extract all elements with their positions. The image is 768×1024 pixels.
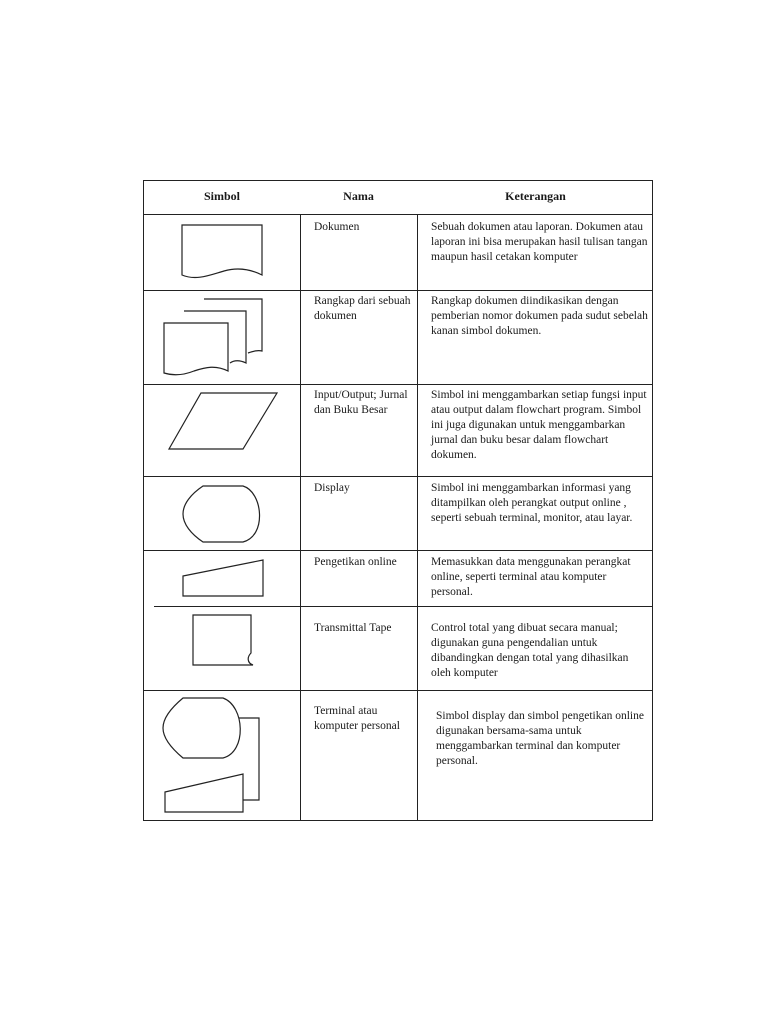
column-divider [300, 214, 301, 820]
header-keterangan: Keterangan [505, 189, 566, 203]
terminal-icon [161, 696, 265, 818]
row-nama: Transmittal Tape [314, 622, 392, 634]
row-keterangan: Simbol ini menggambarkan informasi yang ditampilkan oleh perangkat output online , seperti sebuah terminal, monitor, atau layar. [431, 482, 633, 524]
header-simbol: Simbol [203, 189, 240, 203]
row-divider [144, 690, 652, 691]
column-divider [417, 214, 418, 820]
row-nama: Rangkap dari sebuah dokumen [314, 295, 411, 322]
header-divider [144, 214, 652, 215]
parallelogram-icon [167, 391, 279, 451]
row-divider [144, 476, 652, 477]
row-keterangan: Sebuah dokumen atau laporan. Dokumen atau laporan ini bisa merupakan hasil tulisan tangan maupun hasil cetakan komputer [431, 221, 648, 263]
row-keterangan: Simbol display dan simbol pengetikan online digunakan bersama-sama untuk menggambarkan terminal dan komputer personal. [436, 710, 644, 767]
row-divider [154, 606, 652, 607]
transmittal-tape-icon [191, 613, 255, 667]
flowchart-symbol-table [143, 180, 653, 821]
document-icon [180, 223, 264, 281]
row-keterangan: Rangkap dokumen diindikasikan dengan pemberian nomor dokumen pada sudut sebelah kanan simbol dokumen. [431, 295, 648, 337]
display-icon [181, 484, 267, 544]
header-nama: Nama [343, 189, 374, 203]
row-divider [144, 550, 652, 551]
row-nama: Display [314, 482, 350, 494]
row-keterangan: Simbol ini menggambarkan setiap fungsi input atau output dalam flowchart program. Simbol ini juga digunakan untuk menggambarkan jurnal dan buku besar dalam flowchart dokumen. [431, 389, 647, 461]
multiple-documents-icon [162, 297, 282, 377]
row-keterangan: Memasukkan data menggunakan perangkat online, seperti terminal atau komputer personal. [431, 556, 631, 598]
row-nama: Pengetikan online [314, 556, 397, 568]
manual-input-icon [181, 558, 265, 598]
row-keterangan: Control total yang dibuat secara manual; digunakan guna pengendalian untuk dibandingkan dengan total yang dihasilkan oleh komputer [431, 622, 629, 679]
row-nama: Terminal atau komputer personal [314, 705, 400, 732]
row-nama: Dokumen [314, 221, 360, 233]
row-divider [144, 384, 652, 385]
row-nama: Input/Output; Jurnal dan Buku Besar [314, 389, 408, 416]
row-divider [144, 290, 652, 291]
